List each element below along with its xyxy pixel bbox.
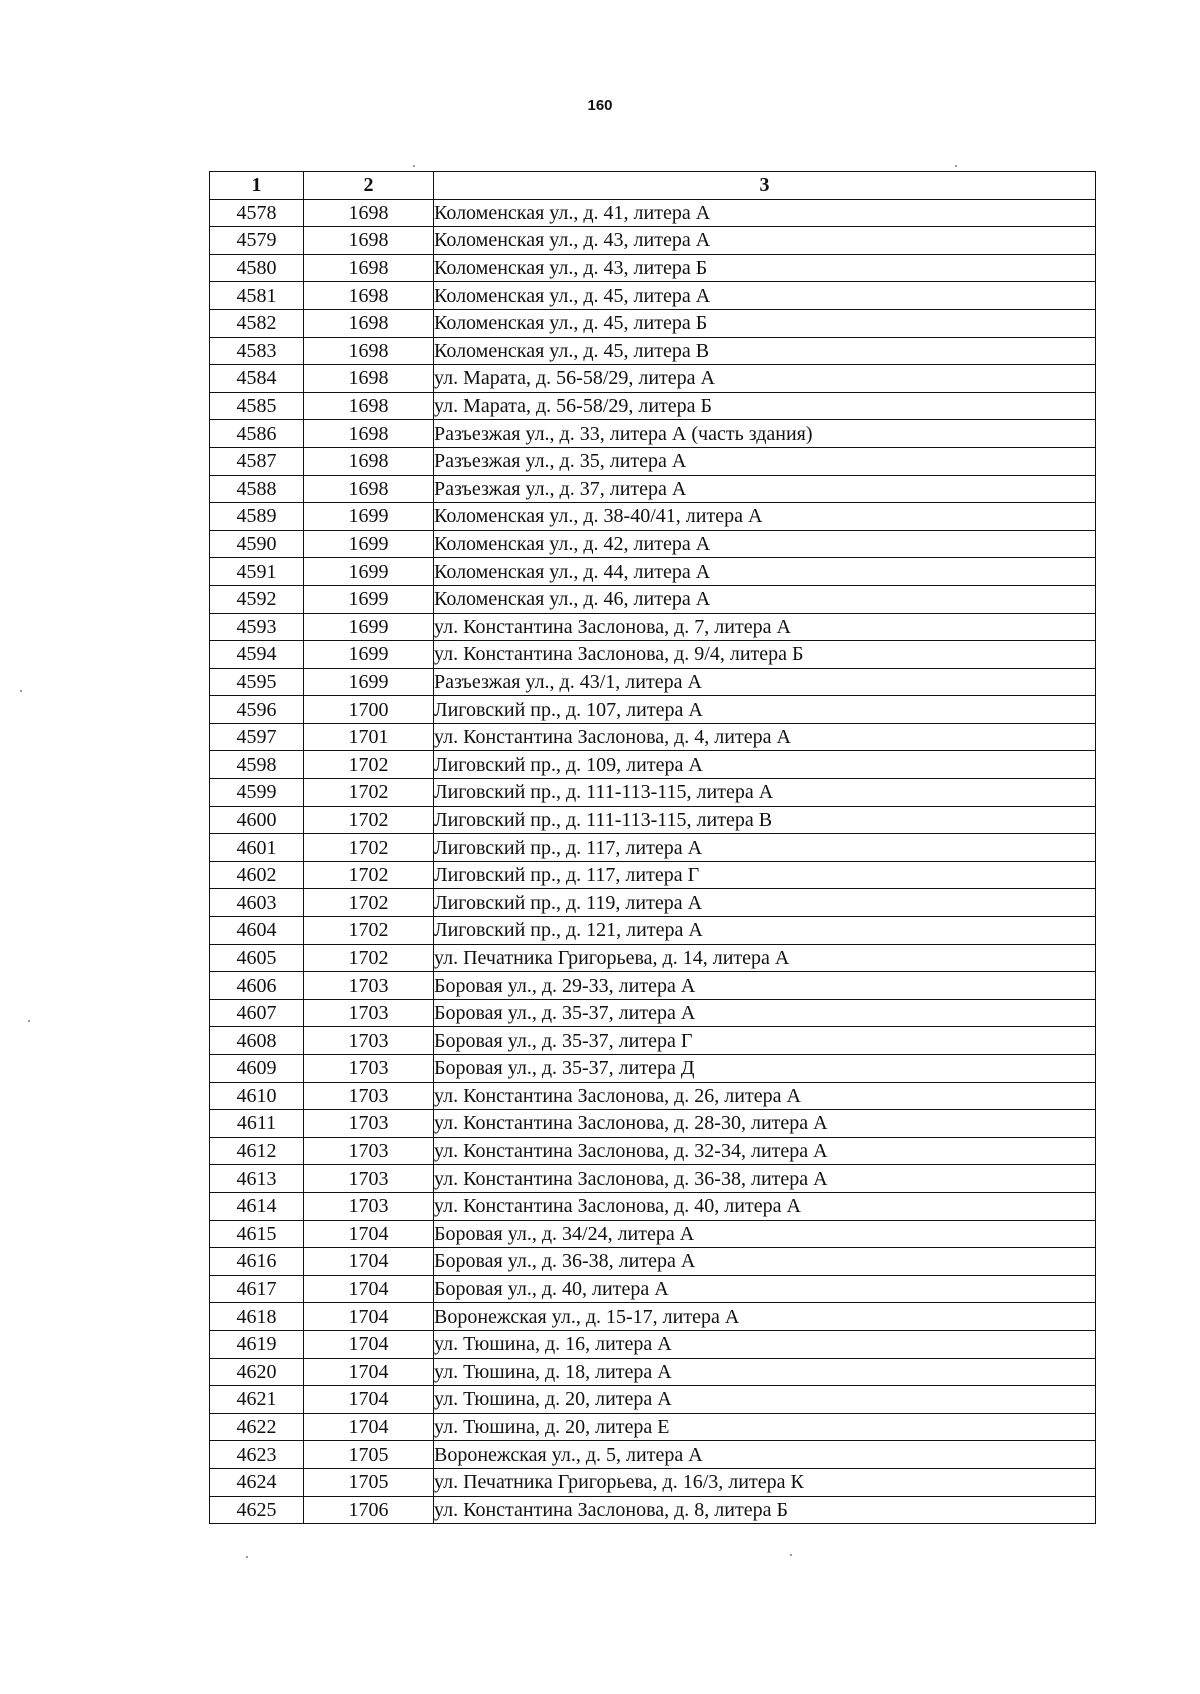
row-number-cell: 4614 [210,1192,304,1220]
code-cell: 1704 [304,1358,434,1386]
code-cell: 1703 [304,1110,434,1138]
address-cell: Коломенская ул., д. 45, литера Б [434,309,1096,337]
row-number-cell: 4613 [210,1165,304,1193]
row-number-cell: 4585 [210,392,304,420]
table-row [210,1220,1096,1248]
address-cell: ул. Константина Заслонова, д. 8, литера Б [434,1496,1096,1524]
code-cell: 1703 [304,999,434,1027]
address-cell: Лиговский пр., д. 111-113-115, литера В [434,806,1096,834]
address-cell: ул. Тюшина, д. 20, литера Е [434,1413,1096,1441]
code-cell: 1702 [304,861,434,889]
table-row [210,1165,1096,1193]
code-cell: 1703 [304,1027,434,1055]
address-cell: ул. Тюшина, д. 16, литера А [434,1330,1096,1358]
table-row [210,1082,1096,1110]
code-cell: 1704 [304,1303,434,1331]
row-number-cell: 4615 [210,1220,304,1248]
address-cell: ул. Марата, д. 56-58/29, литера Б [434,392,1096,420]
row-number-cell: 4594 [210,641,304,669]
row-number-cell: 4579 [210,227,304,255]
table-row [210,668,1096,696]
table-row [210,447,1096,475]
table-row [210,641,1096,669]
row-number-cell: 4591 [210,558,304,586]
address-cell: ул. Константина Заслонова, д. 4, литера А [434,723,1096,751]
code-cell: 1704 [304,1275,434,1303]
code-cell: 1699 [304,503,434,531]
code-cell: 1706 [304,1496,434,1524]
table-row [210,1441,1096,1469]
table-row [210,254,1096,282]
code-cell: 1698 [304,447,434,475]
row-number-cell: 4588 [210,475,304,503]
code-cell: 1704 [304,1330,434,1358]
table-row [210,917,1096,945]
row-number-cell: 4593 [210,613,304,641]
address-cell: Коломенская ул., д. 45, литера В [434,337,1096,365]
address-cell: ул. Константина Заслонова, д. 28-30, литера А [434,1110,1096,1138]
address-cell: Разъезжая ул., д. 35, литера А [434,447,1096,475]
scan-speck [28,1020,30,1022]
scan-speck [246,1556,248,1558]
table-row [210,723,1096,751]
row-number-cell: 4605 [210,944,304,972]
table-row [210,309,1096,337]
code-cell: 1705 [304,1441,434,1469]
address-cell: Лиговский пр., д. 111-113-115, литера А [434,779,1096,807]
address-cell: ул. Константина Заслонова, д. 9/4, литера Б [434,641,1096,669]
address-cell: Лиговский пр., д. 121, литера А [434,917,1096,945]
table-row [210,1413,1096,1441]
code-cell: 1698 [304,227,434,255]
address-cell: Разъезжая ул., д. 33, литера А (часть здания) [434,420,1096,448]
address-cell: Разъезжая ул., д. 37, литера А [434,475,1096,503]
code-cell: 1698 [304,254,434,282]
table-row [210,199,1096,227]
code-cell: 1703 [304,1137,434,1165]
table-row [210,558,1096,586]
row-number-cell: 4600 [210,806,304,834]
row-number-cell: 4584 [210,365,304,393]
address-cell: ул. Печатника Григорьева, д. 14, литера А [434,944,1096,972]
table-row [210,282,1096,310]
row-number-cell: 4624 [210,1468,304,1496]
address-cell: Коломенская ул., д. 44, литера А [434,558,1096,586]
table-row [210,861,1096,889]
table-row [210,944,1096,972]
row-number-cell: 4582 [210,309,304,337]
address-cell: Коломенская ул., д. 41, литера А [434,199,1096,227]
table-row [210,530,1096,558]
table-row [210,585,1096,613]
code-cell: 1702 [304,889,434,917]
code-cell: 1698 [304,199,434,227]
table-row [210,613,1096,641]
row-number-cell: 4611 [210,1110,304,1138]
row-number-cell: 4610 [210,1082,304,1110]
scan-speck [413,165,415,167]
row-number-cell: 4581 [210,282,304,310]
row-number-cell: 4595 [210,668,304,696]
address-cell: Воронежская ул., д. 15-17, литера А [434,1303,1096,1331]
table-row [210,696,1096,724]
row-number-cell: 4612 [210,1137,304,1165]
address-cell: Боровая ул., д. 35-37, литера Д [434,1055,1096,1083]
row-number-cell: 4580 [210,254,304,282]
code-cell: 1703 [304,1082,434,1110]
scan-speck [790,1554,792,1556]
address-cell: Коломенская ул., д. 42, литера А [434,530,1096,558]
address-cell: Боровая ул., д. 35-37, литера Г [434,1027,1096,1055]
code-cell: 1699 [304,558,434,586]
address-cell: ул. Константина Заслонова, д. 40, литера А [434,1192,1096,1220]
code-cell: 1698 [304,475,434,503]
code-cell: 1702 [304,944,434,972]
code-cell: 1698 [304,365,434,393]
table-row [210,475,1096,503]
table-row [210,1468,1096,1496]
row-number-cell: 4589 [210,503,304,531]
page-number: 160 [587,97,613,114]
code-cell: 1700 [304,696,434,724]
address-cell: ул. Константина Заслонова, д. 32-34, литера А [434,1137,1096,1165]
code-cell: 1699 [304,641,434,669]
address-cell: Коломенская ул., д. 46, литера А [434,585,1096,613]
row-number-cell: 4618 [210,1303,304,1331]
code-cell: 1702 [304,779,434,807]
row-number-cell: 4606 [210,972,304,1000]
code-cell: 1698 [304,392,434,420]
table-row [210,751,1096,779]
address-cell: Коломенская ул., д. 43, литера Б [434,254,1096,282]
table-row [210,1358,1096,1386]
address-cell: Коломенская ул., д. 45, литера А [434,282,1096,310]
row-number-cell: 4599 [210,779,304,807]
table-row [210,503,1096,531]
table-header-row [210,172,1096,200]
code-cell: 1704 [304,1386,434,1414]
row-number-cell: 4617 [210,1275,304,1303]
address-cell: Боровая ул., д. 35-37, литера А [434,999,1096,1027]
row-number-cell: 4622 [210,1413,304,1441]
code-cell: 1703 [304,1192,434,1220]
row-number-cell: 4604 [210,917,304,945]
table-row [210,1496,1096,1524]
code-cell: 1703 [304,1055,434,1083]
row-number-cell: 4616 [210,1248,304,1276]
table-row [210,999,1096,1027]
address-cell: ул. Печатника Григорьева, д. 16/3, литера К [434,1468,1096,1496]
row-number-cell: 4590 [210,530,304,558]
table-row [210,1055,1096,1083]
column-header-1: 1 [210,172,304,200]
code-cell: 1702 [304,751,434,779]
address-cell: Боровая ул., д. 36-38, литера А [434,1248,1096,1276]
code-cell: 1703 [304,1165,434,1193]
address-cell: ул. Тюшина, д. 18, литера А [434,1358,1096,1386]
scan-speck [955,165,957,167]
row-number-cell: 4601 [210,834,304,862]
address-cell: Боровая ул., д. 40, литера А [434,1275,1096,1303]
address-cell: ул. Константина Заслонова, д. 36-38, литера А [434,1165,1096,1193]
row-number-cell: 4597 [210,723,304,751]
table-row [210,1027,1096,1055]
row-number-cell: 4621 [210,1386,304,1414]
table-row [210,1110,1096,1138]
table-row [210,806,1096,834]
code-cell: 1699 [304,585,434,613]
row-number-cell: 4608 [210,1027,304,1055]
row-number-cell: 4609 [210,1055,304,1083]
table-row [210,1137,1096,1165]
address-cell: ул. Марата, д. 56-58/29, литера А [434,365,1096,393]
address-cell: Лиговский пр., д. 119, литера А [434,889,1096,917]
table-row [210,1192,1096,1220]
address-cell: ул. Константина Заслонова, д. 7, литера А [434,613,1096,641]
row-number-cell: 4598 [210,751,304,779]
address-cell: ул. Константина Заслонова, д. 26, литера А [434,1082,1096,1110]
code-cell: 1702 [304,917,434,945]
row-number-cell: 4596 [210,696,304,724]
row-number-cell: 4586 [210,420,304,448]
code-cell: 1698 [304,309,434,337]
address-cell: Воронежская ул., д. 5, литера А [434,1441,1096,1469]
row-number-cell: 4623 [210,1441,304,1469]
code-cell: 1704 [304,1220,434,1248]
code-cell: 1698 [304,282,434,310]
code-cell: 1704 [304,1248,434,1276]
table-row [210,1248,1096,1276]
code-cell: 1699 [304,530,434,558]
address-cell: Коломенская ул., д. 38-40/41, литера А [434,503,1096,531]
address-cell: Лиговский пр., д. 117, литера А [434,834,1096,862]
table-row [210,1303,1096,1331]
code-cell: 1705 [304,1468,434,1496]
code-cell: 1701 [304,723,434,751]
table-row [210,392,1096,420]
code-cell: 1702 [304,834,434,862]
column-header-3: 3 [434,172,1096,200]
scan-speck [20,690,22,692]
table-row [210,1386,1096,1414]
row-number-cell: 4625 [210,1496,304,1524]
address-cell: Разъезжая ул., д. 43/1, литера А [434,668,1096,696]
row-number-cell: 4602 [210,861,304,889]
row-number-cell: 4592 [210,585,304,613]
address-cell: Боровая ул., д. 34/24, литера А [434,1220,1096,1248]
code-cell: 1704 [304,1413,434,1441]
address-cell: Лиговский пр., д. 109, литера А [434,751,1096,779]
row-number-cell: 4607 [210,999,304,1027]
table-row [210,337,1096,365]
code-cell: 1699 [304,613,434,641]
address-cell: Лиговский пр., д. 107, литера А [434,696,1096,724]
table-body [210,199,1096,1524]
table-row [210,1330,1096,1358]
table-row [210,227,1096,255]
table-row [210,1275,1096,1303]
address-cell: Лиговский пр., д. 117, литера Г [434,861,1096,889]
code-cell: 1699 [304,668,434,696]
table-row [210,972,1096,1000]
code-cell: 1703 [304,972,434,1000]
column-header-2: 2 [304,172,434,200]
table-row [210,834,1096,862]
table-row [210,779,1096,807]
row-number-cell: 4603 [210,889,304,917]
row-number-cell: 4583 [210,337,304,365]
address-registry-table [209,171,1096,1524]
address-cell: Коломенская ул., д. 43, литера А [434,227,1096,255]
code-cell: 1702 [304,806,434,834]
row-number-cell: 4578 [210,199,304,227]
row-number-cell: 4587 [210,447,304,475]
code-cell: 1698 [304,420,434,448]
row-number-cell: 4619 [210,1330,304,1358]
table-row [210,889,1096,917]
code-cell: 1698 [304,337,434,365]
table-row [210,420,1096,448]
address-cell: Боровая ул., д. 29-33, литера А [434,972,1096,1000]
address-cell: ул. Тюшина, д. 20, литера А [434,1386,1096,1414]
row-number-cell: 4620 [210,1358,304,1386]
table-row [210,365,1096,393]
